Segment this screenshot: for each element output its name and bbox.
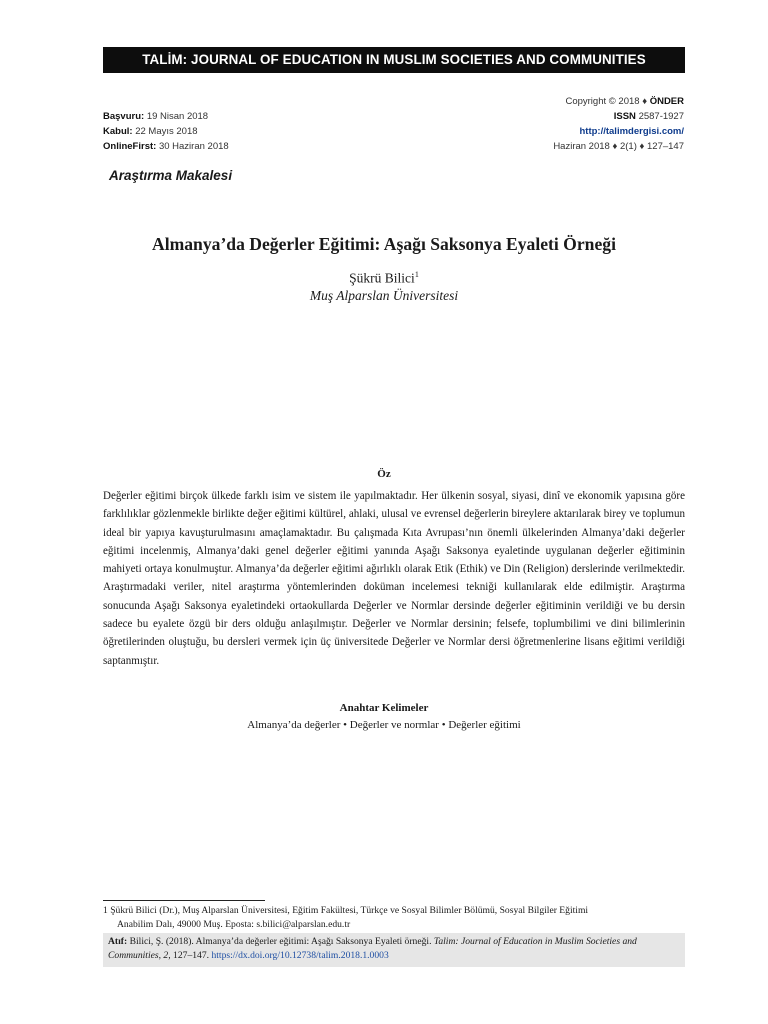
author-name: Şükrü Bilici$^1$ xyxy=(349,270,419,286)
submission-dates xyxy=(103,109,229,154)
journal-url-link[interactable]: http://talimdergisi.com/ xyxy=(579,126,684,137)
citation-text: Bilici, Ş. (2018). Almanya’da değerler eğitimi: Aşağı Saksonya Eyaleti örneği. xyxy=(129,936,432,947)
doi-link[interactable]: https://dx.doi.org/10.12738/talim.2018.1.0003 xyxy=(211,949,389,961)
citation-journal: Talim: Journal of Education in Muslim Societies and Communities, 2, xyxy=(108,936,637,961)
keyword-separator: • xyxy=(343,719,348,731)
keyword-separator: • xyxy=(441,719,446,731)
footnote-line: Anabilim Dalı, 49000 Muş. Eposta: s.bilici@alparslan.edu.tr xyxy=(117,918,351,930)
date-received: Başvuru: 19 Nisan 2018 xyxy=(103,111,209,122)
keyword: Değerler ve normlar xyxy=(349,719,439,731)
article-type: Araştırma Makalesi xyxy=(109,168,233,183)
footnote-divider xyxy=(103,900,265,901)
keyword: Almanya’da değerler xyxy=(247,719,341,731)
citation-pages: 127–147. xyxy=(173,949,210,961)
author-affiliation: Muş Alparslan Üniversitesi xyxy=(309,288,459,303)
abstract-text: Değerler eğitimi birçok ülkede farklı isim ve sistem ile yapılmaktadır. Her ülkenin sosyal, siyasi, dinî ve ekonomik yapısına göre farklılıklar gözlenmekle birlikte değer eğitimi kültürel, ahlaki, ulusal ve evrensel değerlerin bireylere aktarılarak birey ve toplumun ideal bir yapıya kavuşturulmasını amaçlamaktadır. Bu çalışmada Kıta Avrupası’nın önemli ülkelerinden Almanya’daki değerler eğitimi incelenmiş, Almanya’daki genel değerler eğitimi yanında Aşağı Saksonya eyaletinde uygulanan değerler eğitiminin mahiyeti ortaya konulmuştur. Almanya’da değerler eğitimi ağırlıklı olarak Etik (Ethik) ve Din (Religion) derslerinde verilmektedir. Araştırmadaki veriler, nitel araştırma yöntemlerinden doküman incelemesi tekniği kullanılarak elde edilmiştir. Araştırma sonucunda Aşağı Saksonya eyaletindeki ortaokullarda Değerler ve Normlar dersinde değerler eğitiminin verildiği ve bu dersin sadece bu eyalete özgü bir ders olduğu anlaşılmıştır. Değerler ve Normlar dersinin; felsefe, toplumbilimi ve dini bilimlerinin öğretilerinden oluştuğu, bu dersleri vermek için üç üniversitede Değerler ve Normlar dersi öğretmenlerine lisans eğitimi verildiği saptanmıştır. xyxy=(103,490,685,667)
author-footnote-marker: 1 xyxy=(414,270,419,279)
footnote xyxy=(103,904,685,931)
publication-info xyxy=(553,94,684,154)
footnote-line: 1 Şükrü Bilici (Dr.), Muş Alparslan Üniversitesi, Eğitim Fakültesi, Türkçe ve Sosyal Bilimler Bölümü, Sosyal Bilgiler Eğitimi xyxy=(103,905,589,916)
citation-label: Atıf: xyxy=(108,936,128,947)
abstract-heading: Öz xyxy=(377,468,391,480)
citation-box xyxy=(103,933,685,967)
date-accepted: Kabul: 22 Mayıs 2018 xyxy=(103,126,198,137)
paper-title: Almanya’da Değerler Eğitimi: Aşağı Saksonya Eyaleti Örneği xyxy=(152,234,616,254)
date-online-first: OnlineFirst: 30 Haziran 2018 xyxy=(103,141,229,152)
keywords-list xyxy=(0,719,768,731)
issue-line: Haziran 2018 ♦ 2(1) ♦ 127–147 xyxy=(553,141,684,152)
issn-line: ISSN 2587-1927 xyxy=(613,111,684,122)
copyright-line: Copyright © 2018 ♦ ÖNDER xyxy=(565,96,684,107)
journal-banner: TALİM: JOURNAL OF EDUCATION IN MUSLIM SOCIETIES AND COMMUNITIES xyxy=(103,47,685,73)
keywords-heading: Anahtar Kelimeler xyxy=(339,702,429,714)
keyword: Değerler eğitimi xyxy=(448,719,521,731)
